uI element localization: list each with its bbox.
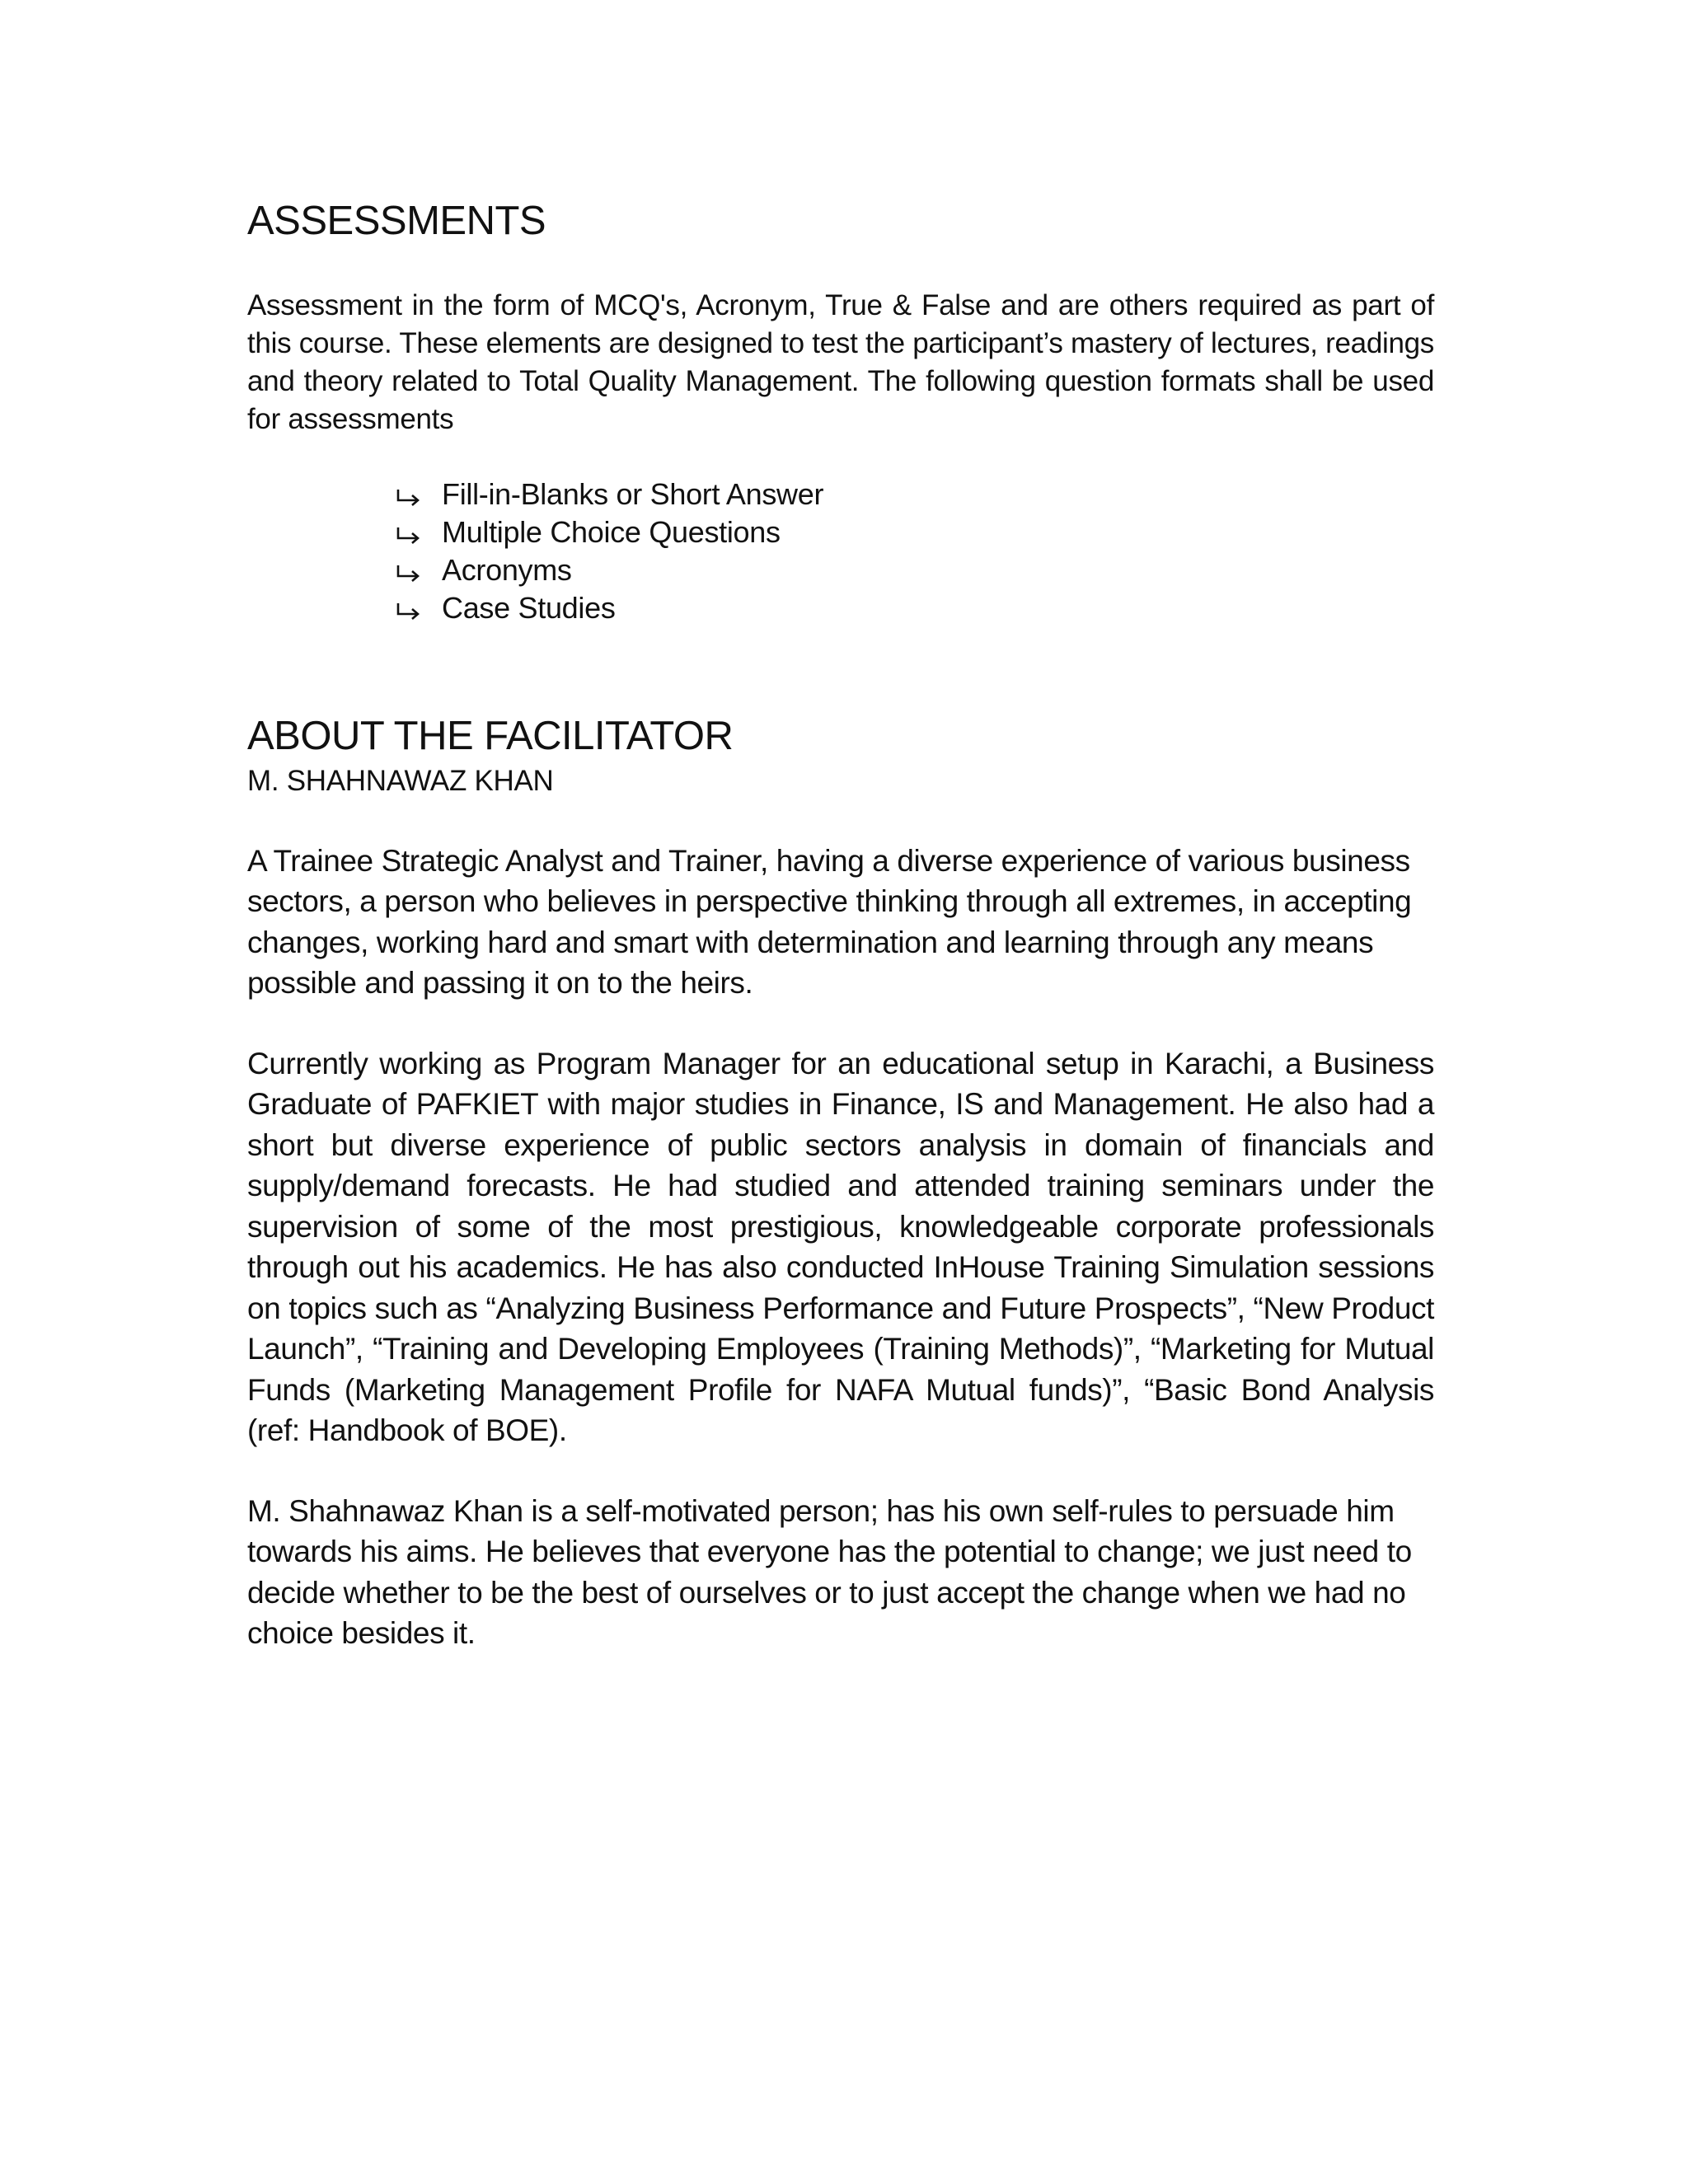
bio-paragraph-3: M. Shahnawaz Khan is a self-motivated person; has his own self-rules to persuade him towards his aims. He believes that everyone has the potential to change; we just need to decide whether to be the best of ourselves or to just accept the change when we had no choice besides it. [247,1493,1412,1651]
document-page [247,198,1434,1654]
assessments-heading: ASSESSMENTS [247,199,546,243]
list-item [396,476,1434,513]
bio-paragraph-1: A Trainee Strategic Analyst and Trainer, having a diverse experience of various business sectors, a person who believes in perspective thinking through all extremes, in accepting changes, working hard and smart with determination and learning through any means possible and passing it on to the heirs. [247,843,1412,1001]
list-item [396,589,1434,627]
hook-arrow-icon [396,518,422,540]
format-label: Acronyms [442,553,572,588]
list-item [396,551,1434,589]
format-label: Fill-in-Blanks or Short Answer [442,477,824,512]
hook-arrow-icon [396,556,422,578]
format-label: Case Studies [442,591,616,626]
format-label: Multiple Choice Questions [442,515,781,550]
list-item [396,513,1434,551]
facilitator-heading: ABOUT THE FACILITATOR [247,714,734,759]
bio-paragraph-2: Currently working as Program Manager for an educational setup in Karachi, a Business Graduate of PAFKIET with major studies in Finance, IS and Management. He also had a short but diverse experience of public sectors analysis in domain of financials and supply/demand forecasts. He had studied and attended training seminars under the supervision of some of the most prestigious, knowledgeable corporate professionals through out his academics. He has also conducted InHouse Training Simulation sessions on topics such as “Analyzing Business Performance and Future Prospects”, “New Product Launch”, “Training and Developing Employees (Training Methods)”, “Marketing for Mutual Funds (Marketing Management Profile for NAFA Mutual funds)”, “Basic Bond Analysis (ref: Handbook of BOE). [247,1046,1434,1448]
facilitator-name: M. SHAHNAWAZ KHAN [247,764,554,797]
assessments-intro: Assessment in the form of MCQ's, Acronym, True & False and are others required as part of this course. These elements are designed to test the participant’s mastery of lectures, readings and theory related to Total Quality Management. The following question formats shall be used for assessments [247,289,1434,436]
hook-arrow-icon [396,594,422,616]
hook-arrow-icon [396,480,422,502]
assessment-formats-list [396,476,1434,627]
